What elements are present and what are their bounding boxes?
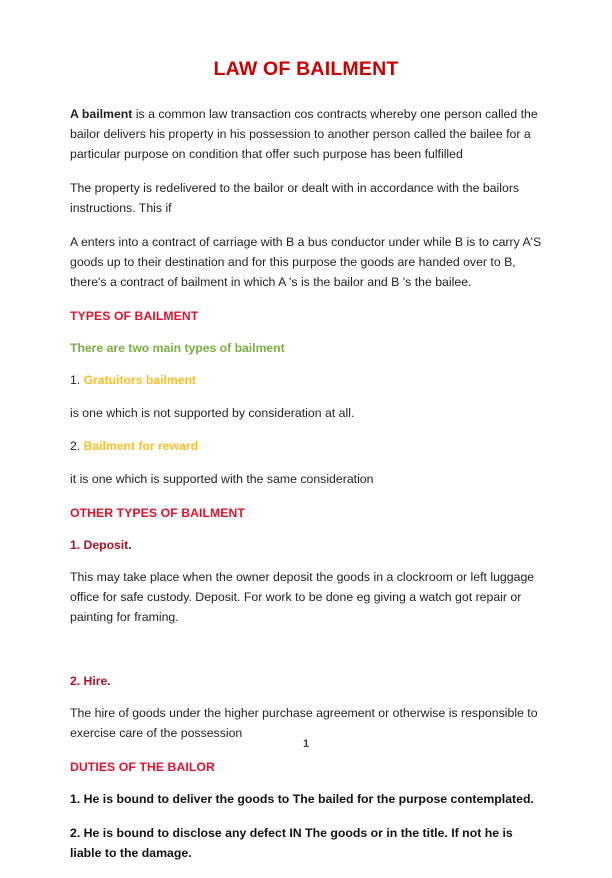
list-item-bailment-for-reward [70, 437, 542, 455]
subheading-hire: 2. Hire. [70, 673, 111, 688]
document-content [70, 58, 542, 878]
paragraph-spacer [70, 642, 542, 672]
paragraph-reward-desc: it is one which is supported with the same consideration [70, 471, 374, 486]
definition-term: A bailment [70, 107, 133, 122]
paragraph-gratuitous-desc: is one which is not supported by consideration at all. [70, 405, 355, 420]
subheading-deposit [70, 536, 542, 554]
paragraph-example: A enters into a contract of carriage with B a bus conductor under while B is to carry A'S goods up to their destination and for this purpose the goods are handed over to B, there's a contract of bailment in which A 's is the bailor and B 's the bailee. [70, 234, 542, 289]
section-heading-duties-of-the-bailor: DUTIES OF THE BAILOR [70, 760, 215, 775]
section-heading-types-of-bailment: TYPES OF BAILMENT [70, 308, 199, 323]
duty-item-1: 1. He is bound to deliver the goods to The bailed for the purpose contemplated. [70, 792, 534, 807]
subheading-deposit-period: . [128, 537, 132, 552]
section-heading-other-types-of-bailment: OTHER TYPES OF BAILMENT [70, 505, 245, 520]
paragraph-hire-desc: The hire of goods under the higher purchase agreement or otherwise is responsible to exercise care of the possession [70, 706, 538, 741]
page-title: LAW OF BAILMENT [213, 58, 399, 80]
paragraph-deposit-desc: This may take place when the owner deposit the goods in a clockroom or left luggage office for safe custody. Deposit. For work to be done eg giving a watch got repair or painting for framing. [70, 570, 535, 625]
paragraph-definition [70, 105, 542, 165]
page-number: 1 [302, 738, 310, 750]
subheading-two-main-types: There are two main types of bailment [70, 340, 285, 355]
list-item-number: 2. [70, 439, 84, 454]
duty-item-2: 2. He is bound to disclose any defect IN The goods or in the title. If not he is liable to the damage. [70, 826, 513, 861]
list-item-number: 1. [70, 373, 84, 388]
definition-text: is a common law transaction cos contracts whereby one person called the bailor delivers his property in his possession to another person called the bailee for a particular purpose on condition that offer such purpose has been fulfilled [70, 107, 538, 162]
list-item-label: Gratuitors bailment [83, 373, 196, 388]
subheading-deposit-label: 1. Deposit [70, 537, 129, 552]
list-item-gratuitous-bailment [70, 371, 542, 389]
list-item-label: Bailment for reward [83, 439, 199, 454]
paragraph-redelivery: The property is redelivered to the bailor or dealt with in accordance with the bailors instructions. This if [70, 181, 520, 216]
